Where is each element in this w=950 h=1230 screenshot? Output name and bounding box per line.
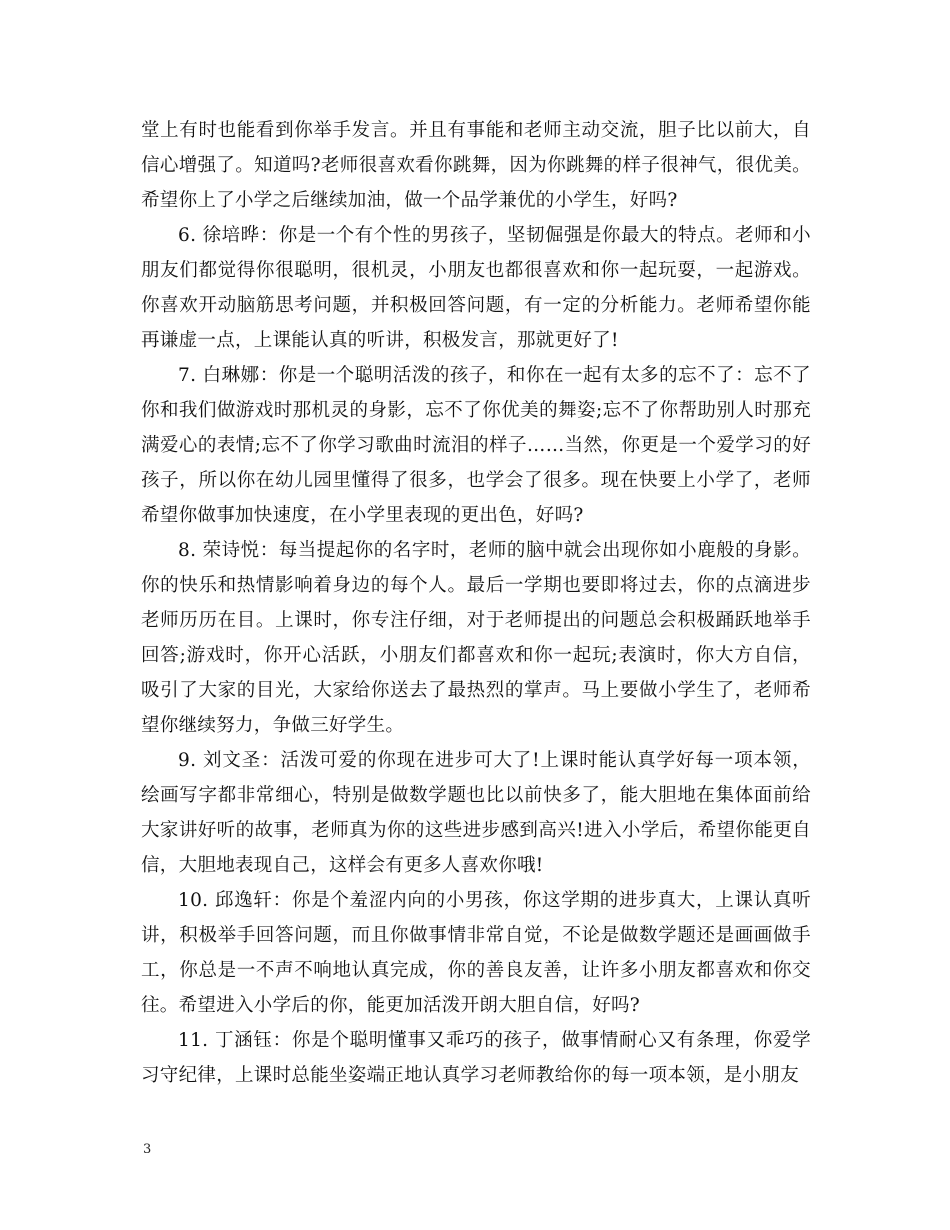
paragraph-item-10: 10. 邱逸轩：你是个羞涩内向的小男孩，你这学期的进步真大，上课认真听讲，积极举手回答问题，而且你做事情非常自觉，不论是做数学题还是画画做手工，你总是一不声不响地认真完成，你的善良友善，让许多小朋友都喜欢和你交往。希望进入小学后的你，能更加活泼开朗大胆自信，好吗? [141, 890, 811, 1016]
paragraph-continuation: 堂上有时也能看到你举手发言。并且有事能和老师主动交流，胆子比以前大，自信心增强了。知道吗?老师很喜欢看你跳舞，因为你跳舞的样子很神气，很优美。希望你上了小学之后继续加油，做一个品学兼优的小学生，好吗? [141, 120, 811, 211]
paragraph-item-7: 7. 白琳娜：你是一个聪明活泼的孩子，和你在一起有太多的忘不了：忘不了你和我们做游戏时那机灵的身影，忘不了你优美的舞姿;忘不了你帮助别人时那充满爱心的表情;忘不了你学习歌曲时流泪的样子……当然，你更是一个爱学习的好孩子，所以你在幼儿园里懂得了很多，也学会了很多。现在快要上小学了，老师希望你做事加快速度，在小学里表现的更出色，好吗? [141, 365, 811, 526]
paragraph-item-9: 9. 刘文圣：活泼可爱的你现在进步可大了!上课时能认真学好每一项本领，绘画写字都非常细心，特别是做数学题也比以前快多了，能大胆地在集体面前给大家讲好听的故事，老师真为你的这些进步感到高兴!进入小学后，希望你能更自信，大胆地表现自己，这样会有更多人喜欢你哦! [141, 750, 811, 876]
paragraph-item-6: 6. 徐培晔：你是一个有个性的男孩子，坚韧倔强是你最大的特点。老师和小朋友们都觉得你很聪明，很机灵，小朋友也都很喜欢和你一起玩耍，一起游戏。你喜欢开动脑筋思考问题，并积极回答问题，有一定的分析能力。老师希望你能再谦虚一点，上课能认真的听讲，积极发言，那就更好了! [141, 225, 811, 351]
document-body [141, 113, 811, 1093]
paragraph-item-8: 8. 荣诗悦：每当提起你的名字时，老师的脑中就会出现你如小鹿般的身影。你的快乐和热情影响着身边的每个人。最后一学期也要即将过去，你的点滴进步老师历历在目。上课时，你专注仔细，对于老师提出的问题总会积极踊跃地举手回答;游戏时，你开心活跃，小朋友们都喜欢和你一起玩;表演时，你大方自信，吸引了大家的目光，大家给你送去了最热烈的掌声。马上要做小学生了，老师希望你继续努力，争做三好学生。 [141, 540, 811, 736]
paragraph-item-11: 11. 丁涵钰：你是个聪明懂事又乖巧的孩子，做事情耐心又有条理，你爱学习守纪律，上课时总能坐姿端正地认真学习老师教给你的每一项本领，是小朋友 [141, 1030, 811, 1086]
page-number: 3 [143, 1142, 152, 1157]
